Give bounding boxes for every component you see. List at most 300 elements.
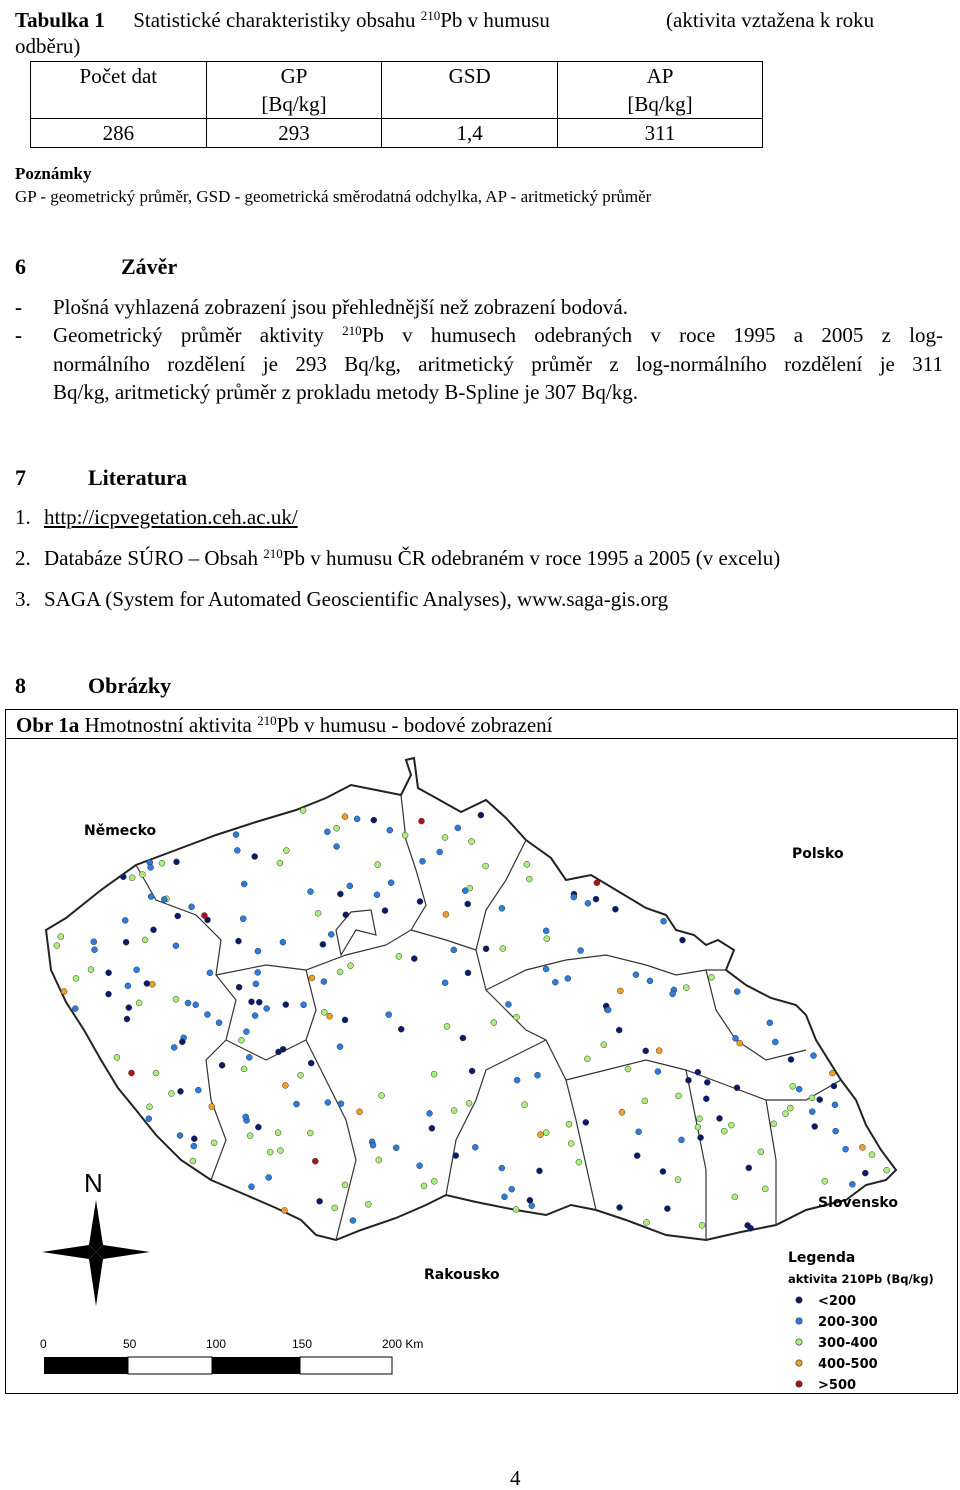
sample-point [524,861,530,867]
sample-point [576,1159,582,1165]
sample-point [327,1013,333,1019]
sample-point [771,1121,777,1127]
sample-point [277,1148,283,1154]
sample-point [123,939,129,945]
sample-point [565,976,571,982]
sample-point [455,825,461,831]
sample-point [543,928,549,934]
page-number: 4 [510,1466,521,1490]
sample-point [317,1198,323,1204]
sample-point [698,1135,704,1141]
sample-point [566,1121,572,1127]
sample-point [644,1219,650,1225]
sample-point [451,1108,457,1114]
sample-point [625,1066,631,1072]
sample-point [337,891,343,897]
conclusion-item: Plošná vyhlazená zobrazení jsou přehlednější než zobrazení bodová. [53,295,628,319]
section-number: 6 [15,254,26,279]
sample-point [544,936,550,942]
sample-point [253,981,259,987]
sample-point [417,899,423,905]
sample-point [442,980,448,986]
sample-point [686,1077,692,1083]
sample-point [201,913,207,919]
label-poland: Polsko [792,846,844,862]
sample-point [704,1079,710,1085]
sample-point [767,1020,773,1026]
sample-point [636,1129,642,1135]
sample-point [277,860,283,866]
sample-point [122,917,128,923]
sample-point [175,913,181,919]
sample-point [829,1070,835,1076]
table-caption-note-2: odběru) [15,34,81,58]
sample-point [734,1085,740,1091]
bullet: - [15,323,22,347]
sample-point [365,1201,371,1207]
sample-point [633,972,639,978]
sample-point [216,1020,222,1026]
sample-point [283,848,289,854]
figure-caption [16,713,553,737]
sample-point [584,1056,590,1062]
sample-point [619,1109,625,1115]
sample-point [240,916,246,922]
sample-point [294,1101,300,1107]
sample-point [171,1044,177,1050]
figure-label: Obr 1a [16,713,80,737]
sample-point [255,1124,261,1130]
sample-point [243,1114,249,1120]
sample-point [342,1017,348,1023]
sample-point [308,889,314,895]
sample-point [54,943,60,949]
sample-point [207,970,213,976]
sample-point [843,1146,849,1152]
sample-point [321,1009,327,1015]
sample-point [783,1111,789,1117]
sample-point [616,1027,622,1033]
label-slovakia: Slovensko [818,1195,898,1211]
sample-point [396,953,402,959]
sample-point [643,1048,649,1054]
sample-point [699,1222,705,1228]
sample-point [514,1014,520,1020]
legend-swatch [796,1318,802,1324]
sample-point [233,832,239,838]
sample-point [502,1194,508,1200]
sample-point [661,918,667,924]
reference-number: 2. [15,546,31,570]
sample-point [796,1086,802,1092]
table-cell: 1,4 [382,119,558,148]
sample-point [420,858,426,864]
conclusion-item [53,323,943,347]
reference-text: Pb v humusu ČR odebraném v roce 1995 a 2005 (v excelu) [282,546,781,570]
conclusion-text: Geometrický průměr aktivity [53,323,324,347]
sample-point [374,892,380,898]
table-unit [382,90,558,119]
sample-point [419,818,425,824]
sample-point [538,1132,544,1138]
sample-point [177,1133,183,1139]
sample-point [543,966,549,972]
sample-point [884,1167,890,1173]
sample-point [809,1095,815,1101]
sample-point [88,967,94,973]
sample-point [236,938,242,944]
sample-point [325,1100,331,1106]
reference-number: 1. [15,505,31,529]
sample-point [664,1206,670,1212]
sample-point [655,1069,661,1075]
sample-point [537,1168,543,1174]
isotope-sup: 210 [257,713,277,728]
sample-point [252,854,258,860]
sample-point [370,1142,376,1148]
sample-point [91,939,97,945]
stats-table [30,61,763,148]
sample-point [300,808,306,814]
sample-point [465,901,471,907]
sample-point [421,1183,427,1189]
isotope-sup: 210 [263,546,283,561]
sample-point [869,1152,875,1158]
table-header: GP [206,62,382,91]
sample-point [371,817,377,823]
scale-bar [40,1337,423,1374]
table-caption-note: (aktivita vztažena k roku [666,8,875,32]
scale-tick: 50 [123,1337,137,1351]
sample-point [264,1006,270,1012]
legend-subtitle: aktivita 210Pb (Bq/kg) [788,1272,934,1286]
conclusion-line: Bq/kg, aritmetický průměr z prokladu metody B-Spline je 307 Bq/kg. [53,380,638,404]
sample-point [247,1133,253,1139]
sample-point [465,970,471,976]
legend-label: >500 [818,1378,857,1392]
sample-point [307,1130,313,1136]
table-header: GSD [382,62,558,91]
sample-point [379,1093,385,1099]
sample-point [309,975,315,981]
sample-point [762,1186,768,1192]
legend-swatch [796,1339,802,1345]
section-title: Závěr [121,254,178,279]
sample-point [179,1039,185,1045]
sample-point [332,1205,338,1211]
sample-point [514,1077,520,1083]
sample-point [312,1158,318,1164]
sample-point [491,1020,497,1026]
sample-point [375,862,381,868]
sample-point [321,979,327,985]
sample-point [402,832,408,838]
sample-point [679,1137,685,1143]
sample-point [680,937,686,943]
sample-point [529,1203,535,1209]
sample-point [499,1165,505,1171]
table-unit [31,90,207,119]
sample-point [675,1177,681,1183]
sample-point [849,1181,855,1187]
legend-label: <200 [818,1294,857,1309]
table-header: AP [558,62,763,91]
sample-point [120,874,126,880]
figure-caption-text: Pb v humusu - bodové zobrazení [276,713,553,737]
bullet: - [15,295,22,319]
sample-point [129,1070,135,1076]
sample-point [593,896,599,902]
sample-point [280,939,286,945]
sample-point [708,974,714,980]
sample-point [734,989,740,995]
sample-point [151,927,157,933]
reference-text: SAGA (System for Automated Geoscientific Analyses), www.saga-gis.org [44,587,669,611]
sample-point [683,985,689,991]
sample-point [500,946,506,952]
sample-point [249,1184,255,1190]
sample-point [211,1140,217,1146]
sample-point [204,1012,210,1018]
sample-point [234,847,240,853]
sample-point [398,1026,404,1032]
legend-swatch [796,1381,802,1387]
sample-point [337,969,343,975]
sample-point [241,1066,247,1072]
sample-point [136,1000,142,1006]
sample-point [348,963,354,969]
sample-point [469,1068,475,1074]
sample-point [787,1105,793,1111]
isotope-sup: 210 [420,8,441,23]
notes-title: Poznámky [15,164,92,183]
sample-point [393,1145,399,1151]
sample-point [147,1104,153,1110]
sample-point [298,1072,304,1078]
table-cell: 286 [31,119,207,148]
sample-point [347,883,353,889]
sample-point [670,991,676,997]
sample-point [173,943,179,949]
legend-label: 200-300 [818,1315,878,1330]
sample-point [191,1143,197,1149]
sample-point [174,859,180,865]
table-unit: [Bq/kg] [558,90,763,119]
sample-point [483,946,489,952]
sample-point [267,1149,273,1155]
sample-point [266,1175,272,1181]
sample-point [411,956,417,962]
sample-point [255,948,261,954]
scale-tick: 200 Km [382,1337,424,1351]
table-unit: [Bq/kg] [206,90,382,119]
sample-point [772,1039,778,1045]
sample-point [134,967,140,973]
sample-point [301,1002,307,1008]
sample-point [338,1101,344,1107]
map-graphic [6,740,956,1392]
table-label: Tabulka 1 [15,8,105,32]
sample-point [513,1207,519,1213]
sample-point [721,1128,727,1134]
sample-point [444,1023,450,1029]
sample-point [190,1158,196,1164]
sample-point [376,1157,382,1163]
reference-text: Databáze SÚRO – Obsah [44,546,259,570]
sample-point [185,1000,191,1006]
sample-point [583,1119,589,1125]
legend-label: 300-400 [818,1336,878,1351]
sample-point [745,1222,751,1228]
sample-point [342,1182,348,1188]
conclusion-line: normálního rozdělení je 293 Bq/kg, aritmetický průměr z log-normálního rozdělení je 311 [53,352,943,376]
section-number: 7 [15,465,26,490]
reference-number: 3. [15,587,31,611]
sample-point [73,975,79,981]
sample-point [601,1042,607,1048]
sample-point [315,910,321,916]
sample-point [427,1110,433,1116]
sample-point [243,1029,249,1035]
section-number: 8 [15,673,26,698]
reference-item [15,587,668,611]
sample-point [443,911,449,917]
sample-point [483,863,489,869]
sample-point [833,1128,839,1134]
sample-point [717,1115,723,1121]
sample-point [388,880,394,886]
sample-point [526,876,532,882]
sample-point [357,1109,363,1115]
table-row [31,62,763,91]
sample-point [246,1054,252,1060]
isotope-sup: 210 [342,323,362,338]
reference-item [15,505,298,529]
sample-point [148,864,154,870]
sample-point [660,1169,666,1175]
sample-point [431,1178,437,1184]
sample-point [126,1005,132,1011]
sample-point [552,979,558,985]
scale-tick: 0 [40,1337,47,1351]
sample-point [656,1048,662,1054]
sample-point [617,1205,623,1211]
figure-caption-text: Hmotnostní aktivita [84,713,252,737]
sample-point [354,816,360,822]
sample-point [478,812,484,818]
sample-point [822,1178,828,1184]
sample-point [697,1116,703,1122]
sample-point [728,1122,734,1128]
legend-swatch [796,1360,802,1366]
sample-point [466,1100,472,1106]
sample-point [695,1069,701,1075]
sample-point [193,1002,199,1008]
sample-point [594,880,600,886]
north-arrow-icon [42,1200,150,1306]
legend-swatch [796,1297,802,1303]
table-cell: 293 [206,119,382,148]
sample-point [382,908,388,914]
sample-point [72,1006,78,1012]
table-caption-text-2: Pb v humusu [440,8,550,32]
sample-point [129,875,135,881]
sample-point [634,1153,640,1159]
sample-point [124,1016,130,1022]
sample-point [324,829,330,835]
sample-point [617,988,623,994]
sample-point [334,844,340,850]
sample-point [178,1088,184,1094]
sample-point [862,1170,868,1176]
sample-point [241,881,247,887]
sample-point [543,1130,549,1136]
sample-point [61,989,67,995]
sample-point [605,1007,611,1013]
sample-point [859,1144,865,1150]
reference-link[interactable]: http://icpvegetation.ceh.ac.uk/ [44,505,298,529]
sample-point [647,978,653,984]
sample-point [139,872,145,878]
sample-point [788,1057,794,1063]
sample-point [695,1124,701,1130]
label-austria: Rakousko [424,1267,500,1283]
sample-point [252,1013,258,1019]
sample-point [168,1091,174,1097]
table-row [31,90,763,119]
sample-point [578,948,584,954]
sample-point [238,1037,244,1043]
table-header: Počet dat [31,62,207,91]
sample-point [337,1044,343,1050]
reference-item [15,546,780,570]
sample-point [451,947,457,953]
sample-point [527,1197,533,1203]
section-title: Literatura [88,465,187,490]
sample-point [343,912,349,918]
sample-point [256,999,262,1005]
sample-point [811,1053,817,1059]
sample-point [817,1097,823,1103]
sample-point [790,1083,796,1089]
sample-point [106,970,112,976]
sample-point [676,1093,682,1099]
sample-point [92,947,98,953]
sample-point [342,814,348,820]
sample-point [189,904,195,910]
sample-point [386,1012,392,1018]
table-row [31,119,763,148]
sample-point [431,1071,437,1077]
sample-point [585,900,591,906]
sample-point [209,1104,215,1110]
sample-point [275,1130,281,1136]
sample-point [161,896,167,902]
sample-point [499,905,505,911]
sample-point [568,1141,574,1147]
sample-point [703,1096,709,1102]
table-caption-text: Statistické charakteristiky obsahu [133,8,416,32]
sample-point [509,1186,515,1192]
sample-point [255,969,261,975]
section-title: Obrázky [88,673,172,698]
scale-tick: 100 [206,1337,227,1351]
sample-point [236,984,242,990]
sample-point [442,835,448,841]
sample-point [146,1116,152,1122]
sample-point [809,1109,815,1115]
sample-point [469,839,475,845]
